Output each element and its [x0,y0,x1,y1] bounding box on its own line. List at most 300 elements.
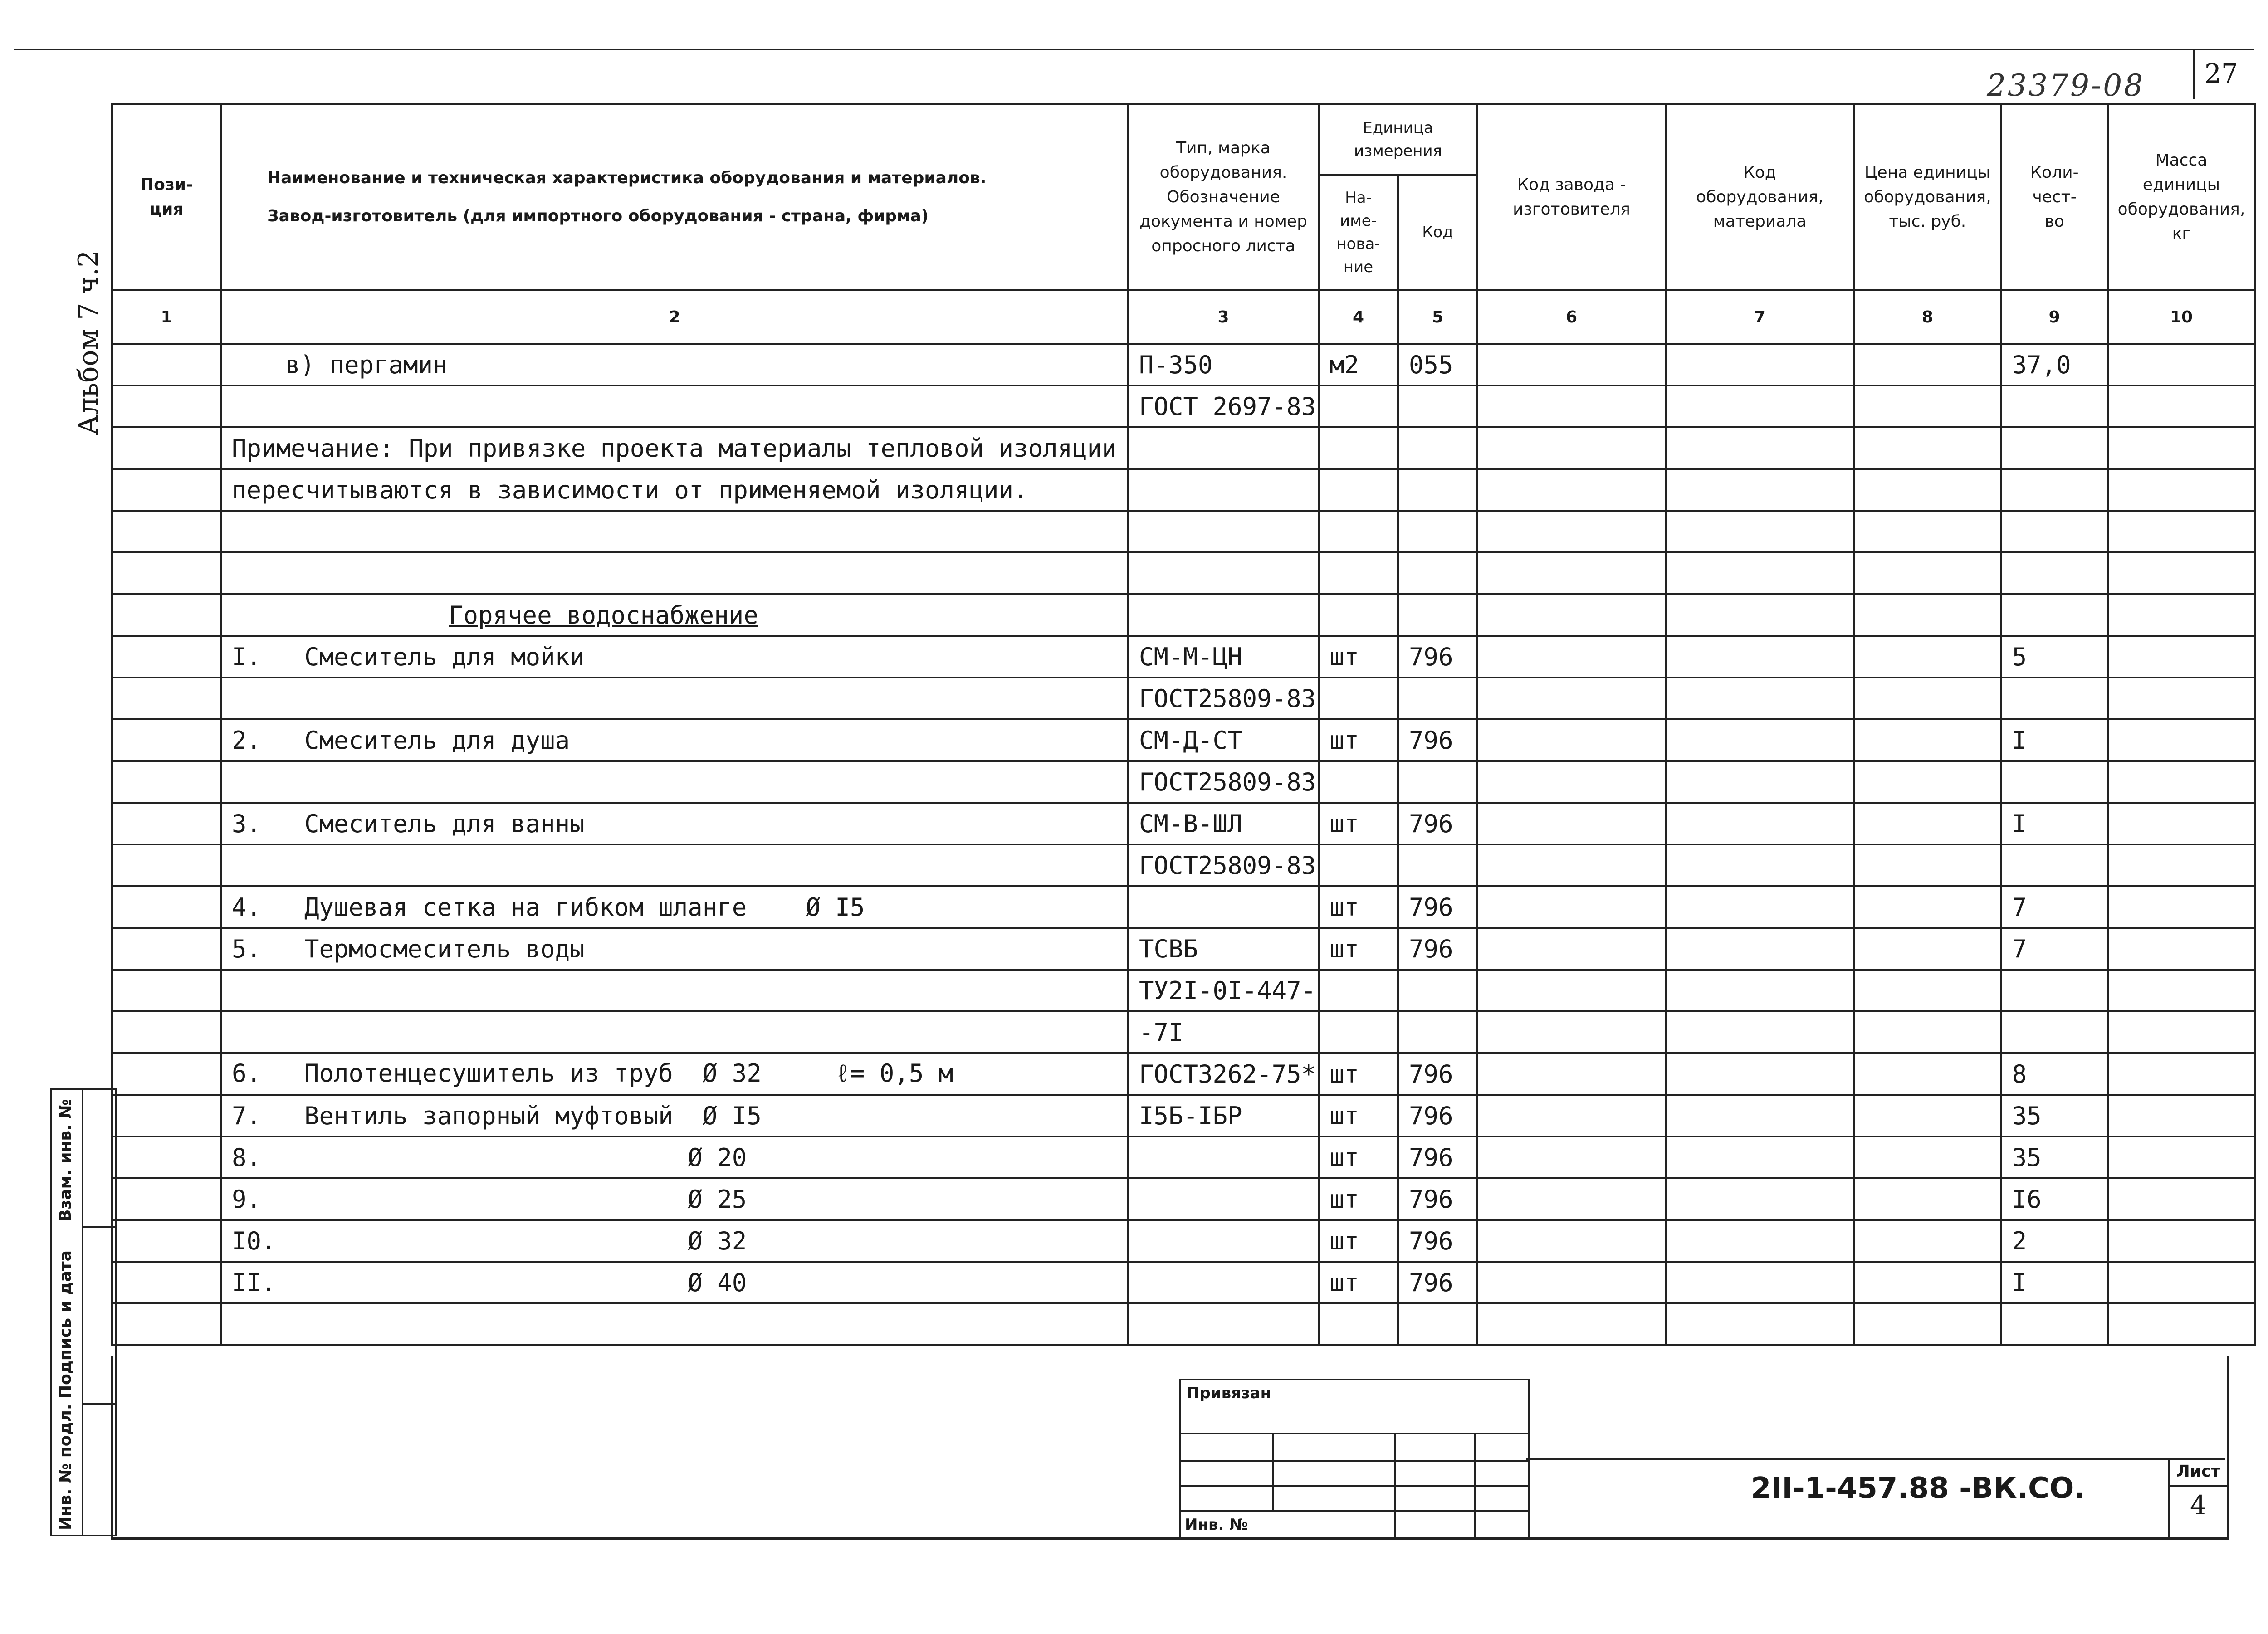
cell-equipment-code [1666,636,1854,678]
col-number: 9 [2001,290,2108,344]
section-heading: Горячее водоснабжение [449,600,758,629]
cell-factory-code [1477,1053,1666,1095]
cell-unit [1319,427,1398,469]
cell-unit [1319,469,1398,511]
cell-equipment-code [1666,719,1854,761]
cell-price [1854,886,2001,928]
header-mass: Масса единицы оборудования, кг [2108,104,2255,290]
cell-unit: шт [1319,719,1398,761]
cell-quantity: 35 [2001,1095,2108,1136]
cell-mass [2108,511,2255,552]
cell-mass [2108,1178,2255,1220]
cell-unit [1319,552,1398,594]
cell-code [1398,511,1477,552]
column-number-row [112,290,2255,344]
cell-factory-code [1477,344,1666,385]
cell-unit [1319,970,1398,1011]
cell-position [112,1053,221,1095]
cell-code: 796 [1398,928,1477,970]
cell-name [221,886,1128,928]
table-row [112,1011,2255,1053]
cell-name [221,469,1128,511]
cell-code: 796 [1398,719,1477,761]
table-row [112,511,2255,552]
cell-mass [2108,1262,2255,1303]
table-row [112,1262,2255,1303]
cell-factory-code [1477,1178,1666,1220]
cell-type: П-350 [1128,344,1319,385]
table-row [112,385,2255,427]
cell-equipment-code [1666,928,1854,970]
cell-type [1128,511,1319,552]
cell-mass [2108,678,2255,719]
cell-type: ТУ2I-0I-447- [1128,970,1319,1011]
table-row [112,1136,2255,1178]
table-row [112,469,2255,511]
cell-unit: шт [1319,636,1398,678]
cell-unit [1319,678,1398,719]
cell-quantity [2001,552,2108,594]
cell-factory-code [1477,928,1666,970]
cell-position [112,1262,221,1303]
archive-number: 23379-08 [1987,68,2145,103]
cell-mass [2108,469,2255,511]
header-name [221,104,1128,290]
cell-position [112,970,221,1011]
cell-position [112,1178,221,1220]
cell-price [1854,719,2001,761]
cell-mass [2108,886,2255,928]
cell-factory-code [1477,1011,1666,1053]
stamp-line [1181,1460,1528,1462]
cell-quantity [2001,678,2108,719]
cell-mass [2108,719,2255,761]
cell-name [221,385,1128,427]
stamp-line [1181,1485,1528,1487]
table-row [112,1053,2255,1095]
cell-name [221,803,1128,844]
cell-mass [2108,928,2255,970]
cell-quantity [2001,427,2108,469]
cell-quantity [2001,761,2108,803]
cell-price [1854,344,2001,385]
cell-position [112,1095,221,1136]
cell-equipment-code [1666,594,1854,636]
cell-price [1854,844,2001,886]
cell-code [1398,761,1477,803]
cell-type [1128,427,1319,469]
header-equipment-code: Код оборудования, материала [1666,104,1854,290]
cell-type: СМ-В-ШЛ [1128,803,1319,844]
cell-position [112,1011,221,1053]
document-number: 2II-1-457.88 -ВК.СО. [1751,1472,2085,1505]
cell-factory-code [1477,636,1666,678]
cell-unit: шт [1319,1220,1398,1262]
cell-factory-code [1477,511,1666,552]
cell-position [112,469,221,511]
cell-quantity: I [2001,803,2108,844]
cell-price [1854,594,2001,636]
item-number: II. [232,1268,276,1297]
cell-price [1854,636,2001,678]
cell-type: ГОСТ25809-83 [1128,678,1319,719]
cell-code [1398,1303,1477,1345]
cell-equipment-code [1666,761,1854,803]
cell-code: 796 [1398,1095,1477,1136]
cell-unit: шт [1319,1136,1398,1178]
cell-name [221,761,1128,803]
cell-name [221,1178,1128,1220]
cell-factory-code [1477,1220,1666,1262]
inv-label: Инв. № [1185,1516,1248,1534]
cell-name [221,1303,1128,1345]
cell-mass [2108,344,2255,385]
cell-equipment-code [1666,1136,1854,1178]
table-row [112,719,2255,761]
col-number: 8 [1854,290,2001,344]
cell-code [1398,594,1477,636]
cell-code [1398,427,1477,469]
cell-code: 796 [1398,1136,1477,1178]
cell-name [221,928,1128,970]
cell-type [1128,886,1319,928]
cell-price [1854,928,2001,970]
cell-price [1854,469,2001,511]
cell-unit: шт [1319,1178,1398,1220]
cell-unit: шт [1319,1262,1398,1303]
sheet-label: Лист [2170,1458,2227,1487]
col-number: 3 [1128,290,1319,344]
cell-type [1128,1136,1319,1178]
cell-code: 796 [1398,1220,1477,1262]
item-name: Ø 32 [304,1226,747,1255]
cell-unit [1319,761,1398,803]
cell-position [112,803,221,844]
cell-equipment-code [1666,511,1854,552]
cell-mass [2108,385,2255,427]
cell-price [1854,761,2001,803]
item-name: Душевая сетка на гибком шланге Ø I5 [304,893,865,922]
cell-price [1854,1011,2001,1053]
cell-quantity: 35 [2001,1136,2108,1178]
cell-mass [2108,1053,2255,1095]
specification-body [112,344,2255,1345]
binding-stamp [1179,1379,1530,1539]
item-name: Примечание: При привязке проекта материалы тепловой изоляции [232,434,1117,463]
cell-price [1854,1220,2001,1262]
cell-equipment-code [1666,1178,1854,1220]
cell-price [1854,1053,2001,1095]
margin-divider [82,1090,83,1535]
cell-equipment-code [1666,385,1854,427]
cell-price [1854,1303,2001,1345]
cell-quantity [2001,844,2108,886]
cell-mass [2108,803,2255,844]
cell-name [221,1136,1128,1178]
cell-quantity: 2 [2001,1220,2108,1262]
cell-position [112,719,221,761]
cell-code: 796 [1398,1262,1477,1303]
cell-equipment-code [1666,1053,1854,1095]
cell-factory-code [1477,803,1666,844]
cell-price [1854,1262,2001,1303]
cell-mass [2108,1011,2255,1053]
stamp-line [1394,1433,1396,1537]
cell-type [1128,1303,1319,1345]
stamp-line [1181,1433,1528,1434]
cell-name [221,970,1128,1011]
table-row [112,344,2255,385]
cell-type [1128,594,1319,636]
header-unit: Единица измерения [1319,104,1477,175]
cell-factory-code [1477,719,1666,761]
cell-type [1128,1178,1319,1220]
margin-label-original-inv: Инв. № подл. [56,1404,75,1530]
cell-code [1398,552,1477,594]
cell-factory-code [1477,594,1666,636]
cell-mass [2108,1220,2255,1262]
cell-position [112,427,221,469]
header-quantity: Коли- чест- во [2001,104,2108,290]
cell-position [112,844,221,886]
cell-equipment-code [1666,344,1854,385]
cell-name [221,344,1128,385]
cell-code [1398,970,1477,1011]
stamp-line [1474,1433,1476,1537]
footer-frame [111,1356,2229,1540]
title-block-line [1526,1458,2225,1460]
cell-mass [2108,970,2255,1011]
cell-name [221,636,1128,678]
header-name-line1: Наименование и техническая характеристика оборудования и материалов. [267,169,987,187]
cell-unit: шт [1319,928,1398,970]
cell-equipment-code [1666,886,1854,928]
cell-quantity: 37,0 [2001,344,2108,385]
cell-equipment-code [1666,844,1854,886]
cell-quantity [2001,469,2108,511]
cell-name [221,719,1128,761]
cell-name [221,678,1128,719]
cell-position [112,761,221,803]
cell-price [1854,678,2001,719]
cell-factory-code [1477,469,1666,511]
cell-code [1398,385,1477,427]
cell-code: 796 [1398,886,1477,928]
item-number: 2. [232,726,262,755]
sheet-value: 4 [2190,1490,2207,1521]
cell-factory-code [1477,385,1666,427]
item-name: Смеситель для ванны [304,809,585,838]
col-number: 10 [2108,290,2255,344]
table-row [112,1303,2255,1345]
cell-factory-code [1477,970,1666,1011]
cell-mass [2108,1303,2255,1345]
bound-label: Привязан [1187,1384,1271,1402]
table-row [112,844,2255,886]
cell-code: 796 [1398,636,1477,678]
cell-type: ГОСТ 2697-83 [1128,385,1319,427]
cell-position [112,552,221,594]
cell-price [1854,511,2001,552]
cell-equipment-code [1666,1220,1854,1262]
cell-price [1854,1136,2001,1178]
cell-position [112,1220,221,1262]
cell-code [1398,1011,1477,1053]
stamp-line [1181,1510,1528,1512]
header-type: Тип, марка оборудования. Обозначение документа и номер опросного листа [1128,104,1319,290]
cell-type [1128,1262,1319,1303]
cell-unit [1319,385,1398,427]
cell-name [221,1095,1128,1136]
table-row [112,970,2255,1011]
col-number: 6 [1477,290,1666,344]
cell-name [221,511,1128,552]
cell-factory-code [1477,844,1666,886]
top-frame-line [14,49,2254,50]
cell-name [221,844,1128,886]
item-number: 7. [232,1101,262,1130]
item-number: I. [232,642,262,671]
cell-quantity: 7 [2001,886,2108,928]
cell-equipment-code [1666,803,1854,844]
cell-name [221,1011,1128,1053]
item-name: пересчитываются в зависимости от применяемой изоляции. [232,475,1028,504]
cell-factory-code [1477,761,1666,803]
cell-price [1854,970,2001,1011]
cell-unit: шт [1319,886,1398,928]
cell-factory-code [1477,427,1666,469]
cell-mass [2108,1136,2255,1178]
cell-unit [1319,1303,1398,1345]
item-name: Ø 20 [304,1143,747,1172]
cell-position [112,886,221,928]
cell-quantity [2001,970,2108,1011]
cell-position [112,678,221,719]
margin-divider [83,1226,115,1228]
item-name: Вентиль запорный муфтовый Ø I5 [304,1101,762,1130]
cell-quantity [2001,594,2108,636]
cell-code: 055 [1398,344,1477,385]
item-number: 5. [232,934,262,963]
table-row [112,803,2255,844]
table-row [112,1178,2255,1220]
cell-position [112,385,221,427]
cell-price [1854,1095,2001,1136]
col-number: 4 [1319,290,1398,344]
cell-equipment-code [1666,1095,1854,1136]
cell-unit: шт [1319,803,1398,844]
cell-position [112,1303,221,1345]
cell-quantity: 8 [2001,1053,2108,1095]
cell-equipment-code [1666,552,1854,594]
cell-type [1128,1220,1319,1262]
cell-factory-code [1477,552,1666,594]
cell-name [221,1262,1128,1303]
item-name: в) пергамин [285,350,448,379]
cell-position [112,928,221,970]
item-name: Смеситель для мойки [304,642,585,671]
cell-name [221,1220,1128,1262]
header-unit-name: На- име- нова- ние [1319,175,1398,290]
item-name: Ø 40 [304,1268,747,1297]
cell-quantity: 5 [2001,636,2108,678]
cell-unit: шт [1319,1095,1398,1136]
header-factory-code: Код завода - изготовителя [1477,104,1666,290]
cell-price [1854,552,2001,594]
cell-name [221,594,1128,636]
cell-unit [1319,1011,1398,1053]
cell-mass [2108,636,2255,678]
col-number: 5 [1398,290,1477,344]
album-label: Альбом 7 ч.2 [73,250,104,435]
cell-unit [1319,844,1398,886]
cell-mass [2108,427,2255,469]
cell-unit [1319,511,1398,552]
cell-factory-code [1477,1262,1666,1303]
table-row [112,636,2255,678]
cell-quantity [2001,1303,2108,1345]
table-row [112,594,2255,636]
cell-code [1398,678,1477,719]
cell-factory-code [1477,886,1666,928]
cell-quantity [2001,385,2108,427]
cell-type [1128,552,1319,594]
cell-price [1854,427,2001,469]
cell-equipment-code [1666,427,1854,469]
cell-equipment-code [1666,1262,1854,1303]
cell-type: I5Б-IБР [1128,1095,1319,1136]
margin-stamp [50,1088,117,1536]
item-number: I0. [232,1226,276,1255]
cell-type: СМ-Д-СТ [1128,719,1319,761]
cell-quantity [2001,1011,2108,1053]
col-number: 2 [221,290,1128,344]
cell-position [112,594,221,636]
cell-mass [2108,594,2255,636]
col-number: 1 [112,290,221,344]
cell-type: ГОСТ3262-75* [1128,1053,1319,1095]
cell-type: ГОСТ25809-83 [1128,844,1319,886]
cell-mass [2108,552,2255,594]
cell-unit [1319,594,1398,636]
table-row [112,678,2255,719]
table-row [112,761,2255,803]
table-row [112,427,2255,469]
header-position: Пози- ция [112,104,221,290]
item-name: Ø 25 [304,1185,747,1214]
cell-quantity: I6 [2001,1178,2108,1220]
cell-code [1398,469,1477,511]
cell-mass [2108,844,2255,886]
header-unit-code: Код [1398,175,1477,290]
sheet-number-top: 27 [2204,58,2238,89]
margin-label-signature-date: Подпись и дата [56,1250,75,1399]
cell-mass [2108,761,2255,803]
item-name: Полотенцесушитель из труб Ø 32 ℓ= 0,5 м [304,1058,953,1088]
item-number: 9. [232,1185,262,1214]
sheet-box [2168,1458,2227,1537]
cell-quantity: I [2001,719,2108,761]
cell-factory-code [1477,1136,1666,1178]
cell-equipment-code [1666,678,1854,719]
cell-position [112,511,221,552]
margin-label-replace-inv: Взам. инв. № [56,1099,75,1222]
table-row [112,886,2255,928]
cell-price [1854,1178,2001,1220]
cell-quantity: 7 [2001,928,2108,970]
cell-code: 796 [1398,803,1477,844]
cell-code [1398,844,1477,886]
